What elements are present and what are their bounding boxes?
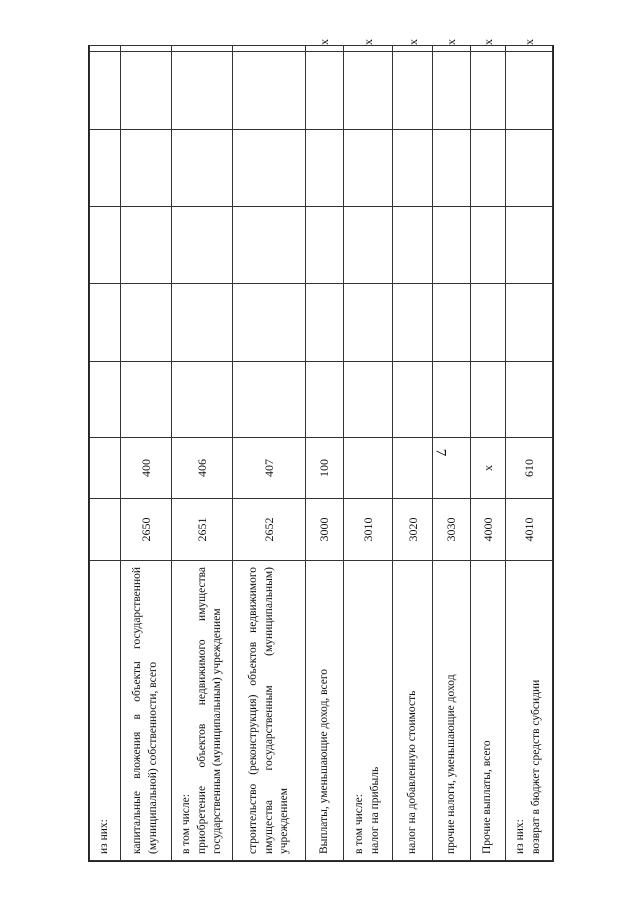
- row-code-cell: 3010: [343, 499, 392, 561]
- row-value-cell: [233, 362, 306, 438]
- row-budget-code-cell: 407: [233, 438, 306, 499]
- row-value-cell: [393, 52, 433, 130]
- table-row: [306, 46, 344, 861]
- row-value-cell: [120, 130, 172, 207]
- table-row: [505, 46, 552, 861]
- page-number: 7: [432, 448, 449, 457]
- row-code-cell: 4000: [470, 499, 505, 561]
- row-budget-code-cell: 406: [172, 438, 233, 499]
- row-name-cell: [90, 561, 121, 861]
- row-value-cell: [343, 130, 392, 207]
- row-value-cell: [505, 52, 552, 130]
- row-value-cell: [470, 207, 505, 284]
- row-name-cell: [433, 561, 471, 861]
- table-row: [433, 46, 471, 861]
- row-name-text: в том числе: налог на прибыль: [353, 766, 381, 854]
- row-value-cell: [233, 52, 306, 130]
- row-value-cell: [172, 130, 233, 207]
- row-value-cell: [172, 207, 233, 284]
- table-row: [172, 46, 233, 861]
- row-value-cell: [393, 284, 433, 362]
- row-value-cell: [306, 52, 344, 130]
- row-code-cell: 4010: [505, 499, 552, 561]
- row-value-cell: [90, 52, 121, 130]
- row-budget-code-cell: [393, 438, 433, 499]
- row-value-cell: [343, 284, 392, 362]
- row-value-cell: [90, 130, 121, 207]
- row-budget-code-cell: [343, 438, 392, 499]
- row-budget-code-cell: [433, 438, 471, 499]
- table-row: [470, 46, 505, 861]
- row-value-cell: [433, 52, 471, 130]
- row-name-cell: [120, 561, 172, 861]
- row-name-cell: [233, 561, 306, 861]
- table-row: [120, 46, 172, 861]
- budget-table: [89, 39, 553, 861]
- row-value-cell: [505, 362, 552, 438]
- row-value-cell: [306, 284, 344, 362]
- row-value-cell: [433, 130, 471, 207]
- row-value-cell: [90, 207, 121, 284]
- row-value-cell: [233, 46, 306, 52]
- row-code-cell: 2650: [120, 499, 172, 561]
- row-name-text: капитальные вложения в объекты государственной (муниципальной) собственности, всего: [131, 567, 159, 854]
- row-value-cell: [343, 207, 392, 284]
- row-value-cell: [233, 130, 306, 207]
- row-value-cell: [172, 284, 233, 362]
- row-value-cell: [172, 362, 233, 438]
- row-value-cell: [172, 46, 233, 52]
- row-value-cell: [393, 130, 433, 207]
- row-value-cell: [233, 207, 306, 284]
- row-value-cell: [470, 130, 505, 207]
- row-name-text: из них:: [98, 819, 111, 854]
- row-name-text: налог на добавленную стоимость: [405, 690, 418, 854]
- row-code-cell: [90, 499, 121, 561]
- row-value-cell: [90, 362, 121, 438]
- row-code-cell: 3030: [433, 499, 471, 561]
- row-value-cell: x: [306, 46, 344, 52]
- table-row: [233, 46, 306, 861]
- row-value-cell: [470, 284, 505, 362]
- row-name-cell: [393, 561, 433, 861]
- table-row: [90, 46, 121, 861]
- row-value-cell: x: [393, 46, 433, 52]
- row-name-cell: [470, 561, 505, 861]
- row-name-text: из них: возврат в бюджет средств субсидии: [514, 679, 542, 854]
- row-value-cell: [433, 207, 471, 284]
- row-name-cell: [505, 561, 552, 861]
- row-value-cell: [343, 52, 392, 130]
- row-value-cell: [505, 284, 552, 362]
- row-value-cell: [470, 52, 505, 130]
- row-code-cell: 3020: [393, 499, 433, 561]
- row-name-text: в том числе: приобретение объектов недвижимого имущества государственным (муниципальным) учреждением: [180, 567, 224, 854]
- row-value-cell: [505, 207, 552, 284]
- row-value-cell: x: [433, 46, 471, 52]
- table-row: [343, 46, 392, 861]
- row-budget-code-cell: 400: [120, 438, 172, 499]
- row-value-cell: [306, 207, 344, 284]
- table-frame: [89, 39, 553, 861]
- row-value-cell: [505, 130, 552, 207]
- row-value-cell: [90, 46, 121, 52]
- row-value-cell: [120, 284, 172, 362]
- row-value-cell: [233, 284, 306, 362]
- row-value-cell: [120, 46, 172, 52]
- row-name-text: Прочие выплаты, всего: [481, 740, 494, 854]
- table-row: [393, 46, 433, 861]
- row-value-cell: [393, 362, 433, 438]
- row-value-cell: [343, 362, 392, 438]
- row-name-text: прочие налоги, уменьшающие доход: [444, 674, 457, 854]
- row-value-cell: [120, 207, 172, 284]
- row-value-cell: x: [343, 46, 392, 52]
- row-value-cell: [306, 362, 344, 438]
- row-value-cell: [120, 362, 172, 438]
- row-code-cell: 2652: [233, 499, 306, 561]
- row-value-cell: [433, 284, 471, 362]
- row-value-cell: [172, 52, 233, 130]
- row-value-cell: [120, 52, 172, 130]
- row-name-cell: [306, 561, 344, 861]
- row-value-cell: x: [505, 46, 552, 52]
- row-name-cell: [172, 561, 233, 861]
- row-value-cell: [393, 207, 433, 284]
- row-code-cell: 3000: [306, 499, 344, 561]
- row-name-cell: [343, 561, 392, 861]
- row-name-text: строительство (реконструкция) объектов недвижимого имущества государственным (муниципальным) учреждением: [246, 567, 291, 854]
- row-value-cell: [90, 284, 121, 362]
- row-budget-code-cell: [90, 438, 121, 499]
- row-value-cell: [306, 130, 344, 207]
- row-budget-code-cell: 610: [505, 438, 552, 499]
- row-code-cell: 2651: [172, 499, 233, 561]
- row-value-cell: x: [470, 46, 505, 52]
- row-value-cell: [470, 362, 505, 438]
- row-name-text: Выплаты, уменьшающие доход, всего: [317, 668, 330, 854]
- row-budget-code-cell: 100: [306, 438, 344, 499]
- row-budget-code-cell: x: [470, 438, 505, 499]
- row-value-cell: [433, 362, 471, 438]
